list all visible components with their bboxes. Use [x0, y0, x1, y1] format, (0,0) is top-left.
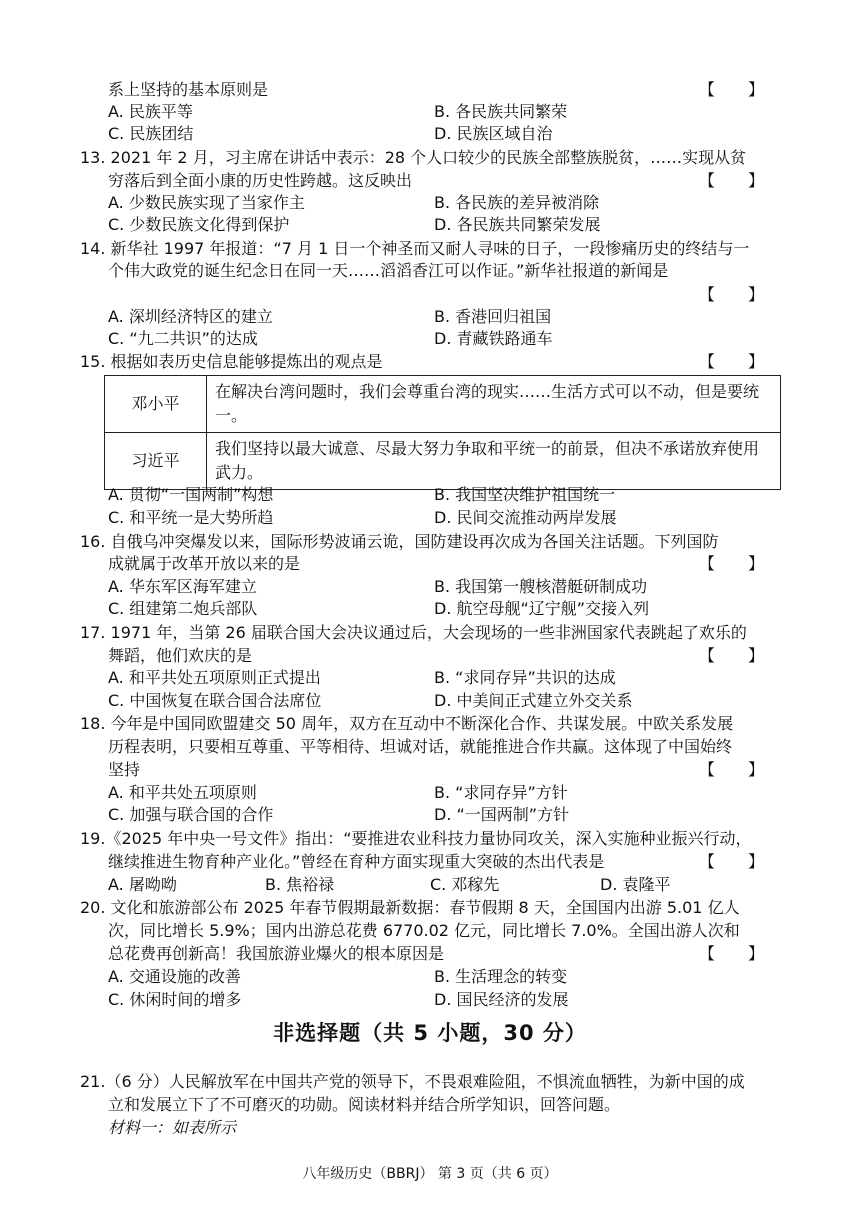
q12-option-a: A. 民族平等 [108, 102, 193, 121]
q20-option-d: D. 国民经济的发展 [434, 990, 569, 1009]
q15-stem: 15. 根据如表历史信息能够提炼出的观点是 [80, 352, 383, 371]
answer-bracket: 【 】 [698, 352, 778, 371]
q17-option-d: D. 中美间正式建立外交关系 [434, 691, 633, 710]
q16-stem-line1: 16. 自俄乌冲突爆发以来，国际形势波诵云诡，国防建设再次成为各国关注话题。下列国防 [80, 532, 719, 551]
q21-material-label: 材料一：如表所示 [108, 1118, 237, 1137]
q19-option-c: C. 邓稼先 [430, 875, 500, 894]
q16-option-c: C. 组建第二炮兵部队 [108, 599, 258, 618]
q14-stem-line2: 个伟大政党的诞生纪念日在同一天……滔滔香江可以作证。”新华社报道的新闻是 [108, 261, 669, 280]
q20-option-b: B. 生活理念的转变 [434, 967, 568, 986]
answer-bracket: 【 】 [698, 554, 778, 573]
q13-stem-line2: 穷落后到全面小康的历史性跨越。这反映出 [108, 171, 413, 190]
answer-bracket: 【 】 [698, 944, 778, 963]
q18-option-c: C. 加强与联合国的合作 [108, 805, 274, 824]
q18-option-b: B. “求同存异”方针 [434, 783, 568, 802]
q13-stem-line1: 13. 2021 年 2 月，习主席在讲话中表示：28 个人口较少的民族全部整族脱贫，……实现从贫 [80, 148, 747, 167]
q20-stem-line3: 总花费再创新高！我国旅游业爆火的根本原因是 [108, 944, 445, 963]
q12-stem: 系上坚持的基本原则是 [108, 80, 269, 99]
table-row [105, 433, 781, 490]
table-cell-quote: 在解决台湾问题时，我们会尊重台湾的现实……生活方式可以不动，但是要统一。 [207, 376, 781, 433]
q14-stem-line1: 14. 新华社 1997 年报道：“7 月 1 日一个神圣而又耐人寻味的日子，一段惨痛历史的终结与一 [80, 239, 750, 258]
q17-option-a: A. 和平共处五项原则正式提出 [108, 668, 321, 687]
answer-bracket: 【 】 [698, 80, 778, 99]
q16-stem-line2: 成就属于改革开放以来的是 [108, 554, 301, 573]
q19-option-b: B. 焦裕禄 [265, 875, 335, 894]
q17-option-c: C. 中国恢复在联合国合法席位 [108, 691, 322, 710]
q13-option-d: D. 各民族共同繁荣发展 [434, 215, 601, 234]
q14-option-c: C. “九二共识”的达成 [108, 329, 258, 348]
q15-option-a: A. 贯彻“一国两制”构想 [108, 485, 274, 504]
q17-stem-line1: 17. 1971 年，当第 26 届联合国大会决议通过后，大会现场的一些非洲国家代表跳起了欢乐的 [80, 623, 747, 642]
page-footer: 八年级历史（BBRJ） 第 3 页（共 6 页） [302, 1166, 558, 1182]
q16-option-d: D. 航空母舰“辽宁舰”交接入列 [434, 599, 650, 618]
section-title: 非选择题（共 5 小题，30 分） [273, 1021, 587, 1045]
q15-option-b: B. 我国坚决维护祖国统一 [434, 485, 616, 504]
q18-option-a: A. 和平共处五项原则 [108, 783, 257, 802]
q13-option-b: B. 各民族的差异被消除 [434, 193, 600, 212]
table-cell-quote: 我们坚持以最大诚意、尽最大努力争取和平统一的前景，但决不承诺放弃使用武力。 [207, 433, 781, 490]
answer-bracket: 【 】 [698, 852, 778, 871]
q14-option-a: A. 深圳经济特区的建立 [108, 307, 273, 326]
q14-option-d: D. 青藏铁路通车 [434, 329, 553, 348]
q20-stem-line1: 20. 文化和旅游部公布 2025 年春节假期最新数据：春节假期 8 天，全国国内出游 5.01 亿人 [80, 898, 740, 917]
q18-stem-line2: 历程表明，只要相互尊重、平等相待、坦诚对话，就能推进合作共赢。这体现了中国始终 [108, 737, 733, 756]
answer-bracket: 【 】 [698, 171, 778, 190]
q13-option-c: C. 少数民族文化得到保护 [108, 215, 290, 234]
q21-stem-line2: 立和发展立下了不可磨灭的功勋。阅读材料并结合所学知识，回答问题。 [108, 1095, 621, 1114]
q16-option-b: B. 我国第一艘核潜艇研制成功 [434, 577, 648, 596]
table-cell-speaker: 邓小平 [105, 376, 207, 433]
answer-bracket: 【 】 [698, 646, 778, 665]
q12-option-b: B. 各民族共同繁荣 [434, 102, 568, 121]
q19-option-a: A. 屠呦呦 [108, 875, 177, 894]
q20-stem-line2: 次，同比增长 5.9%；国内出游总花费 6770.02 亿元，同比增长 7.0%。全国出游人次和 [108, 921, 740, 940]
q15-option-d: D. 民间交流推动两岸发展 [434, 508, 617, 527]
q21-stem-line1: 21.（6 分）人民解放军在中国共产党的领导下，不畏艰难险阻，不惧流血牺牲，为新中国的成 [80, 1072, 745, 1091]
q15-option-c: C. 和平统一是大势所趋 [108, 508, 274, 527]
q20-option-a: A. 交通设施的改善 [108, 967, 241, 986]
q15-quote-table [104, 375, 781, 490]
answer-bracket: 【 】 [698, 285, 778, 304]
q18-stem-line1: 18. 今年是中国同欧盟建交 50 周年，双方在互动中不断深化合作、共谋发展。中欧关系发展 [80, 714, 734, 733]
q18-option-d: D. “一国两制”方针 [434, 805, 570, 824]
q12-option-d: D. 民族区域自治 [434, 124, 553, 143]
q19-stem-line2: 继续推进生物育种产业化。”曾经在育种方面实现重大突破的杰出代表是 [108, 852, 605, 871]
answer-bracket: 【 】 [698, 760, 778, 779]
table-row [105, 376, 781, 433]
q19-option-d: D. 袁隆平 [600, 875, 671, 894]
q12-option-c: C. 民族团结 [108, 124, 194, 143]
table-cell-speaker: 习近平 [105, 433, 207, 490]
q18-stem-line3: 坚持 [108, 760, 141, 779]
q17-option-b: B. “求同存异”共识的达成 [434, 668, 616, 687]
q14-option-b: B. 香港回归祖国 [434, 307, 552, 326]
q16-option-a: A. 华东军区海军建立 [108, 577, 257, 596]
q20-option-c: C. 休闲时间的增多 [108, 990, 242, 1009]
q13-option-a: A. 少数民族实现了当家作主 [108, 193, 305, 212]
q19-stem-line1: 19.《2025 年中央一号文件》指出：“要推进农业科技力量协同攻关，深入实施种业振兴行动， [80, 829, 752, 848]
q17-stem-line2: 舞蹈，他们欢庆的是 [108, 646, 253, 665]
